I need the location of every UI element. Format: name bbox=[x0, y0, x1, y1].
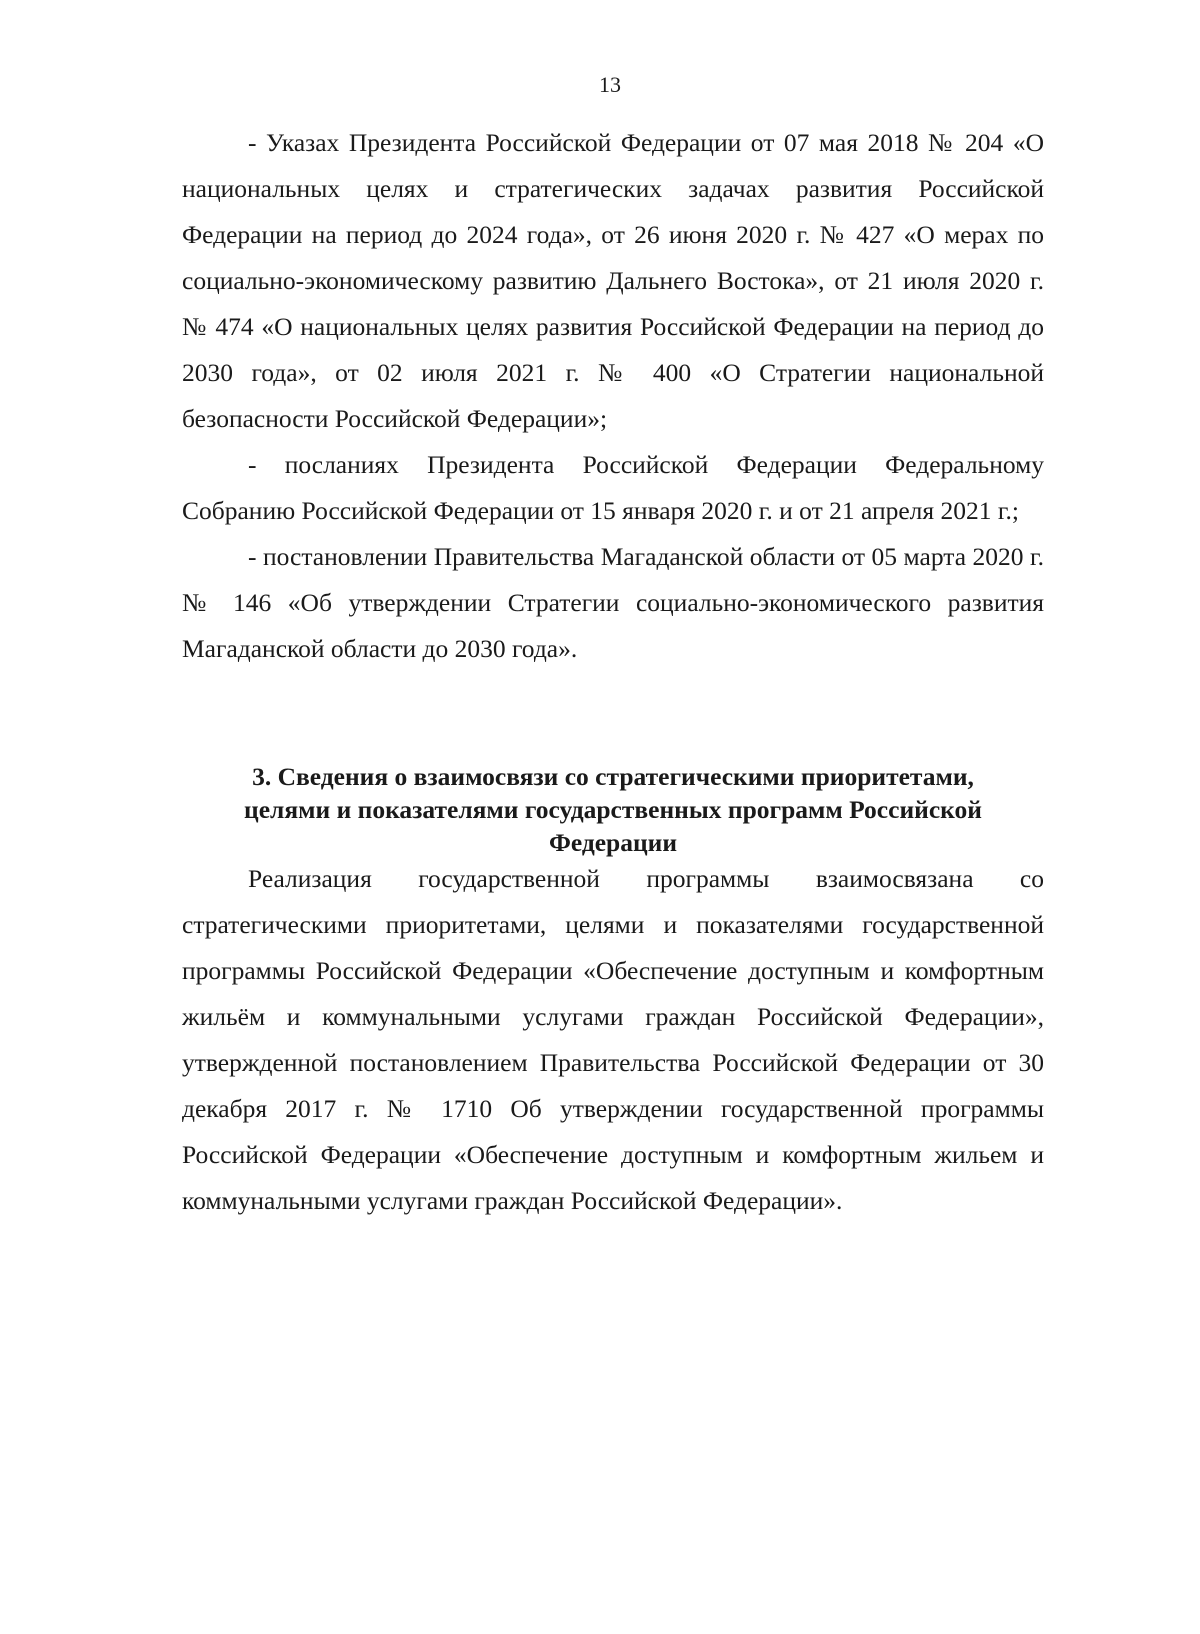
section-heading-line-3: Федерации bbox=[548, 828, 678, 857]
list-item-decrees: - Указах Президента Российской Федерации от 07 мая 2018 № 204 «О национальных целях и стратегических задачах развития Российской Федерации на период до 2024 года», от 26 июня 2020 г. № 427 «О мерах по социально-экономическому развитию Дальнего Востока», от 21 июля 2020 г. № 474 «О национальных целях развития Российской Федерации на период до 2030 года», от 02 июля 2021 г. № 400 «О Стратегии национальной безопасности Российской Федерации»; bbox=[182, 128, 1044, 433]
section-paragraph: Реализация государственной программы взаимосвязана со стратегическими приоритетами, целями и показателями государственной программы Российской Федерации «Обеспечение доступным и комфортным жильём и коммунальными услугами граждан Российской Федерации», утвержденной постановлением Правительства Российской Федерации от 30 декабря 2017 г. № 1710 Об утверждении государственной программы Российской Федерации «Обеспечение доступным и комфортным жильем и коммунальными услугами граждан Российской Федерации». bbox=[182, 864, 1044, 1215]
section-body bbox=[182, 856, 1044, 1224]
list-item-regional-resolution: - постановлении Правительства Магаданской области от 05 марта 2020 г. № 146 «Об утверждении Стратегии социально-экономического развития Магаданской области до 2030 года». bbox=[182, 542, 1044, 663]
list-item-addresses: - посланиях Президента Российской Федерации Федеральному Собранию Российской Федерации от 15 января 2020 г. и от 21 апреля 2021 г.; bbox=[182, 450, 1044, 525]
page-number: 13 bbox=[599, 72, 621, 97]
section-heading-line-2: целями и показателями государственных программ Российской bbox=[244, 795, 982, 824]
section-heading-line-1: 3. Сведения о взаимосвязи со стратегическими приоритетами, bbox=[252, 762, 974, 791]
legal-basis-list bbox=[182, 120, 1044, 672]
section-heading bbox=[182, 760, 1044, 859]
